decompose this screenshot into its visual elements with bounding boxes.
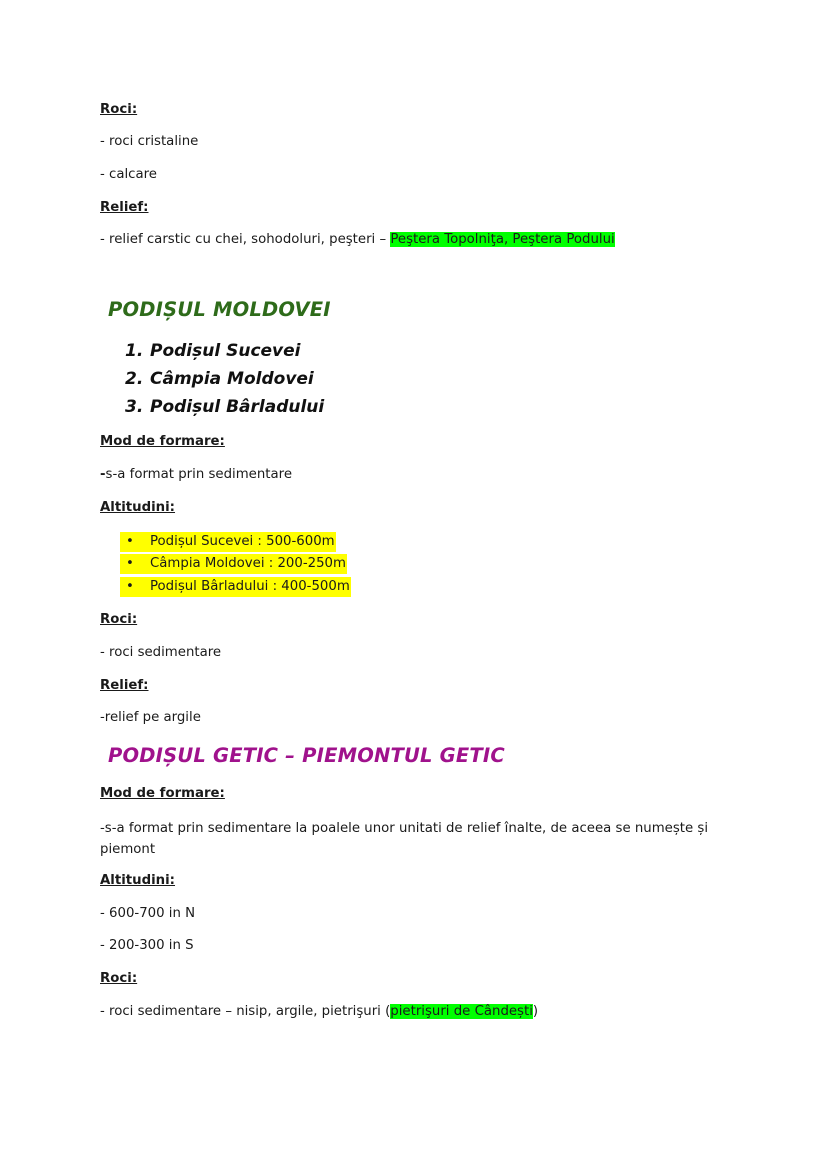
- relief-label: Relief:: [100, 200, 149, 215]
- bullet-icon: •: [126, 534, 134, 549]
- altitude-bullet-item: • Podișul Bârladului : 400-500m: [120, 577, 351, 597]
- relief-text-plain: - relief carstic cu chei, sohodoluri, peşteri –: [100, 232, 391, 247]
- roci-highlight: pietrişuri de Cândești: [390, 1004, 533, 1019]
- roci-label: Roci:: [100, 971, 138, 986]
- bullet-icon: •: [126, 556, 134, 571]
- roci-text: - roci sedimentare: [100, 645, 222, 660]
- mod-formare-text: -s-a format prin sedimentare: [100, 467, 292, 482]
- roci-label: Roci:: [100, 102, 138, 117]
- altitudini-label: Altitudini:: [100, 873, 176, 888]
- heading-podisul-getic: PODIȘUL GETIC – PIEMONTUL GETIC: [108, 744, 505, 767]
- altitude-bullet-item: • Podișul Sucevei : 500-600m: [120, 532, 336, 552]
- relief-text: -relief pe argile: [100, 710, 201, 725]
- roci-item: - roci cristaline: [100, 134, 199, 149]
- relief-highlight: Peştera Topolniţa, Peştera Podului: [390, 232, 615, 247]
- roci-text: - roci sedimentare – nisip, argile, pietrişuri (pietrişuri de Cândești): [100, 1004, 539, 1019]
- altitude-item: - 600-700 in N: [100, 906, 196, 921]
- altitude-bullet-item: • Câmpia Moldovei : 200-250m: [120, 554, 347, 574]
- heading-podisul-moldovei: PODIȘUL MOLDOVEI: [108, 298, 331, 321]
- subunit-list-item: 2. Câmpia Moldovei: [125, 369, 314, 389]
- altitudini-label: Altitudini:: [100, 500, 176, 515]
- mod-formare-text: -s-a format prin sedimentare la poalele unor unitati de relief înalte, de aceea se numește și piemont: [100, 821, 709, 857]
- roci-label: Roci:: [100, 612, 138, 627]
- mod-formare-label: Mod de formare:: [100, 434, 225, 449]
- relief-label: Relief:: [100, 678, 149, 693]
- bullet-icon: •: [126, 579, 134, 594]
- roci-item: - calcare: [100, 167, 157, 182]
- relief-text: [100, 231, 615, 249]
- altitude-item: - 200-300 in S: [100, 938, 194, 953]
- subunit-list-item: 3. Podișul Bârladului: [125, 397, 325, 417]
- mod-formare-label: Mod de formare:: [100, 786, 225, 801]
- subunit-list-item: 1. Podișul Sucevei: [125, 341, 301, 361]
